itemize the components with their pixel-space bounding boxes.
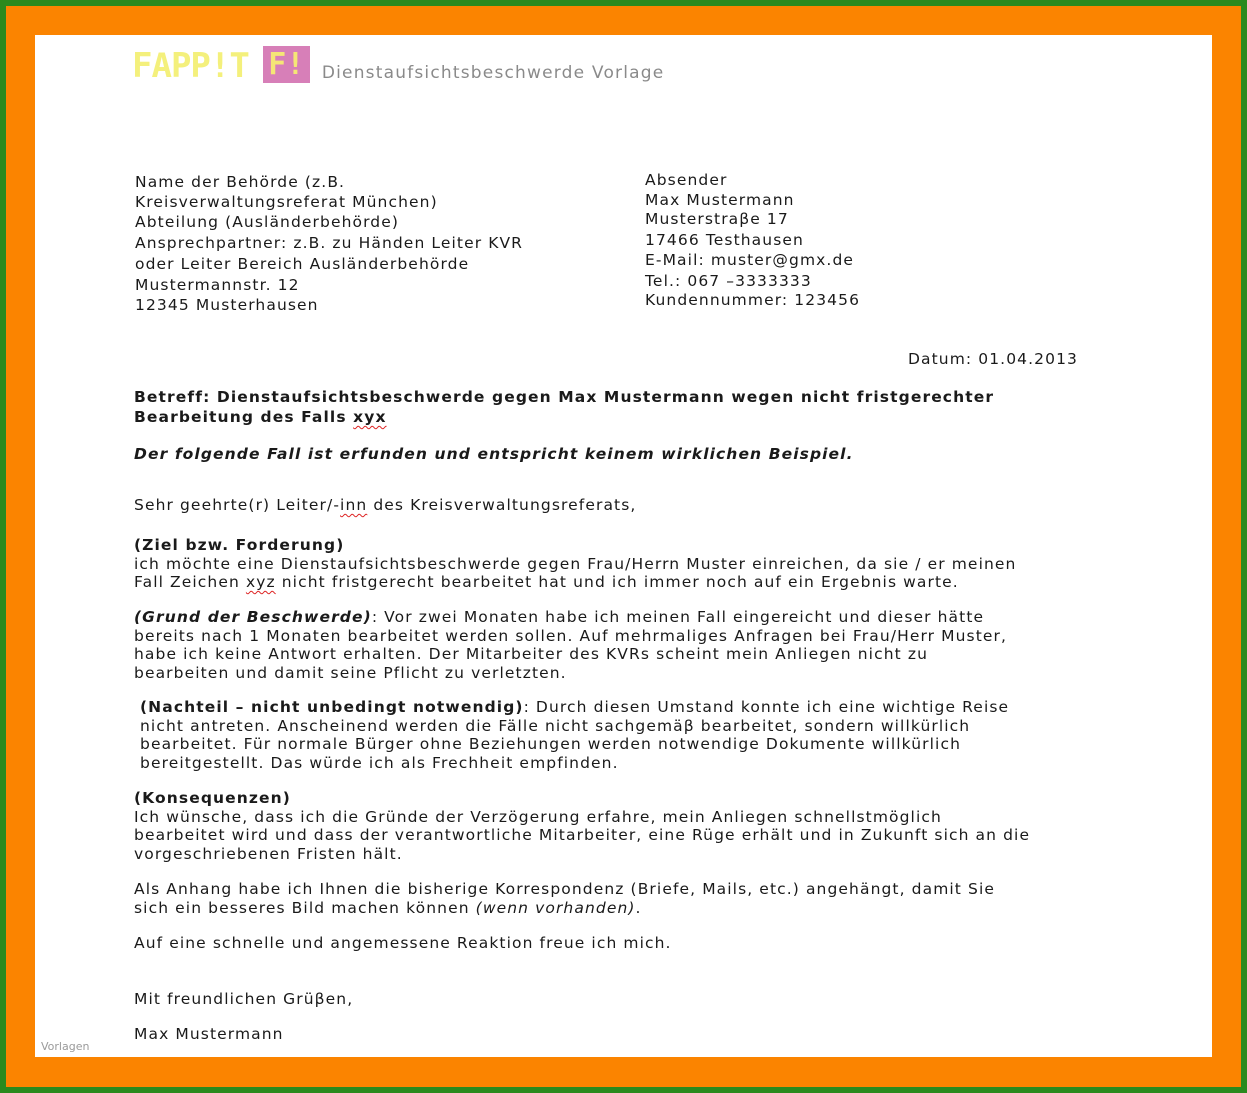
salutation-flag: inn [340, 496, 368, 514]
paragraph-line [134, 608, 1094, 627]
paragraph-text: nicht fristgerecht bearbeitet hat und ich immer noch auf ein Ergebnis warte. [275, 573, 959, 591]
case-code: xyz [245, 573, 276, 591]
response-paragraph: Auf eine schnelle und angemessene Reaktion freue ich mich. [134, 934, 672, 952]
paragraph-line: ich möchte eine Dienstaufsichtsbeschwerde gegen Frau/Herrn Muster einreichen, da sie / er meinen [134, 554, 1017, 573]
disclaimer: Der folgende Fall ist erfunden und entspricht keinem wirklichen Beispiel. [134, 445, 854, 463]
logo-wordmark: FAPP!T [132, 46, 249, 86]
section-disadvantage [140, 698, 1100, 772]
section-heading: (Nachteil – nicht unbedingt notwendig) [140, 698, 524, 716]
subject-line-2 [134, 407, 1094, 427]
attachment-paragraph [134, 880, 1094, 917]
case-code: xyx [353, 408, 387, 426]
paragraph-line: Als Anhang habe ich Ihnen die bisherige Korrespondenz (Briefe, Mails, etc.) angehängt, damit Sie [134, 880, 995, 898]
optional-note: (wenn vorhanden) [475, 898, 636, 917]
paragraph-line: bereits nach 1 Monaten bearbeitet werden sollen. Auf mehrmaliges Anfragen bei Frau/Herr Muster, [134, 626, 1008, 645]
paragraph-line: bearbeiten und damit seine Pflicht zu verletzten. [134, 663, 567, 682]
paragraph-text: sich ein besseres Bild machen können [134, 898, 476, 917]
recipient-line: 12345 Musterhausen [135, 296, 319, 314]
sender-line: Max Mustermann [645, 190, 795, 209]
paragraph-line: Ich wünsche, dass ich die Gründe der Verzögerung erfahre, mein Anliegen schnellstmöglich [134, 807, 942, 826]
recipient-line: Ansprechpartner: z.B. zu Händen Leiter KVR [135, 234, 524, 252]
paragraph-line: nicht antreten. Anscheinend werden die Fälle nicht sachgemäβ bearbeitet, sondern willkürlich [140, 716, 971, 735]
subject-text: Bearbeitung des Falls [134, 408, 354, 426]
paragraph-line: bereitgestellt. Das würde ich als Frechheit empfinden. [140, 753, 619, 772]
paragraph-text: : Vor zwei Monaten habe ich meinen Fall eingereicht und dieser hätte [371, 608, 985, 626]
sender-line: Musterstraβe 17 [645, 210, 789, 228]
paragraph-line: habe ich keine Antwort erhalten. Der Mitarbeiter des KVRs scheint mein Anliegen nicht zu [134, 645, 928, 663]
sender-line: Absender [645, 171, 728, 189]
section-heading: (Grund der Beschwerde) [134, 608, 372, 626]
sender-line: 17466 Testhausen [645, 230, 804, 249]
paragraph-text: : Durch diesen Umstand konnte ich eine wichtige Reise [523, 698, 1010, 716]
subject-line-1: Betreff: Dienstaufsichtsbeschwerde gegen Max Mustermann wegen nicht fristgerechter [134, 388, 995, 406]
signature-name: Max Mustermann [134, 1025, 284, 1043]
sender-address [645, 171, 860, 311]
logo-badge: F! [263, 46, 310, 83]
paragraph-line [134, 573, 1094, 592]
paragraph-line: bearbeitet wird und dass der verantwortliche Mitarbeiter, eine Rüge erhält und in Zukunft sich an die [134, 826, 1031, 844]
salutation-text: des Kreisverwaltungsreferats, [367, 496, 637, 514]
paragraph-line [140, 698, 1100, 717]
recipient-line: oder Leiter Bereich Ausländerbehörde [135, 255, 470, 273]
watermark: Vorlagen [41, 1040, 90, 1053]
closing-formula: Mit freundlichen Grüβen, [134, 990, 354, 1008]
sender-line: E-Mail: muster@gmx.de [645, 251, 855, 269]
section-consequences [134, 789, 1094, 863]
recipient-line: Abteilung (Ausländerbehörde) [135, 213, 400, 231]
letter-date: Datum: 01.04.2013 [907, 350, 1078, 368]
paragraph-text: Fall Zeichen [134, 573, 246, 591]
salutation-text: Sehr geehrte(r) Leiter/- [134, 496, 341, 514]
section-heading: (Ziel bzw. Forderung) [134, 536, 345, 554]
recipient-line: Kreisverwaltungsreferat München) [135, 193, 438, 211]
paragraph-text: . [635, 898, 642, 917]
section-reason [134, 608, 1094, 682]
paragraph-line [134, 899, 1094, 918]
site-logo[interactable] [132, 43, 665, 86]
recipient-line: Name der Behörde (z.B. [135, 173, 346, 191]
recipient-line: Mustermannstr. 12 [135, 276, 300, 294]
document-title: Dienstaufsichtsbeschwerde Vorlage [321, 63, 665, 83]
sender-line: Tel.: 067 –3333333 [645, 271, 812, 290]
paragraph-line: bearbeitet. Für normale Bürger ohne Beziehungen werden notwendige Dokumente willkürlich [140, 735, 962, 753]
salutation [134, 496, 1094, 515]
paragraph-line: vorgeschriebenen Fristen hält. [134, 844, 403, 863]
subject-line [134, 387, 1094, 427]
letter-page [35, 35, 1212, 1057]
recipient-address [135, 172, 523, 315]
section-goal [134, 536, 1094, 592]
sender-line: Kundennummer: 123456 [645, 291, 861, 309]
section-heading: (Konsequenzen) [134, 789, 291, 807]
